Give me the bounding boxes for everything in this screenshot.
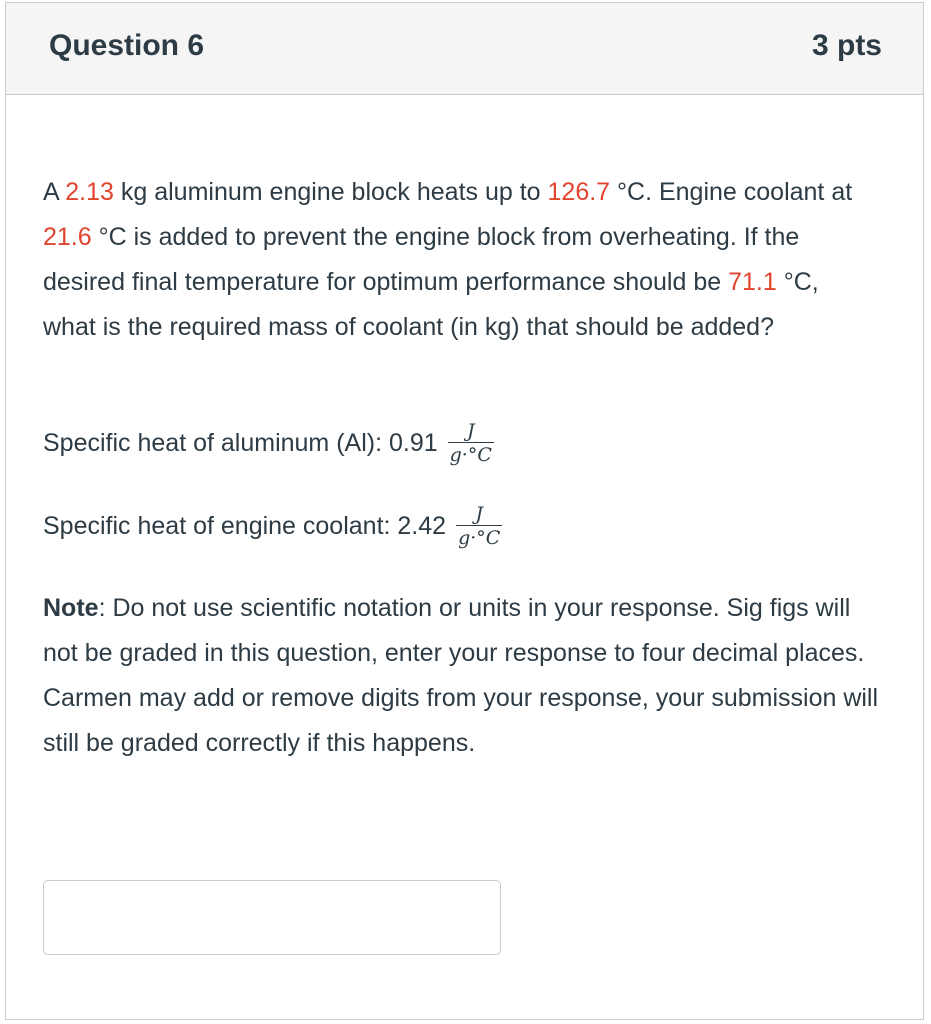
mass-aluminum-value: 2.13: [65, 178, 114, 206]
final-temperature-value: 71.1: [728, 268, 777, 296]
block-temperature-value: 126.7: [547, 178, 611, 206]
note-label: Note: [43, 594, 99, 622]
note-text: : Do not use scientific notation or units in your response. Sig figs will not be graded in this question, enter your response to four decimal places. Carmen may add or remove digits from your response, your submission will still be graded correctly if this happens.: [43, 594, 879, 757]
note-paragraph: [43, 586, 883, 766]
unit-numerator: J: [466, 420, 475, 442]
question-text-part: kg aluminum engine block heats up to: [113, 178, 548, 206]
question-text-part: A: [43, 178, 66, 206]
unit-denominator: g·°C: [458, 527, 501, 549]
unit-numerator: J: [475, 503, 484, 525]
specific-heat-coolant-label: Specific heat of engine coolant: 2.42: [43, 512, 447, 540]
question-points: 3 pts: [811, 29, 882, 62]
specific-heat-coolant: [43, 503, 502, 550]
question-text-part: °C. Engine coolant at: [610, 178, 853, 206]
unit-fraction: [456, 503, 502, 550]
question-text-part: °C is added to prevent the engine block from overheating. If the desired final temperature for optimum performance should be: [43, 223, 800, 296]
unit-denominator: g·°C: [449, 444, 492, 466]
question-title: Question 6: [49, 29, 205, 62]
coolant-temperature-value: 21.6: [43, 223, 92, 251]
specific-heat-aluminum-label: Specific heat of aluminum (Al): 0.91: [43, 429, 438, 457]
question-text: [43, 170, 873, 350]
question-header: [6, 3, 923, 95]
unit-fraction: [448, 420, 494, 467]
answer-input[interactable]: [43, 880, 501, 955]
specific-heat-aluminum: [43, 420, 494, 467]
question-text-part: °C, what is the required mass of coolant (in kg) that should be added?: [43, 268, 819, 341]
